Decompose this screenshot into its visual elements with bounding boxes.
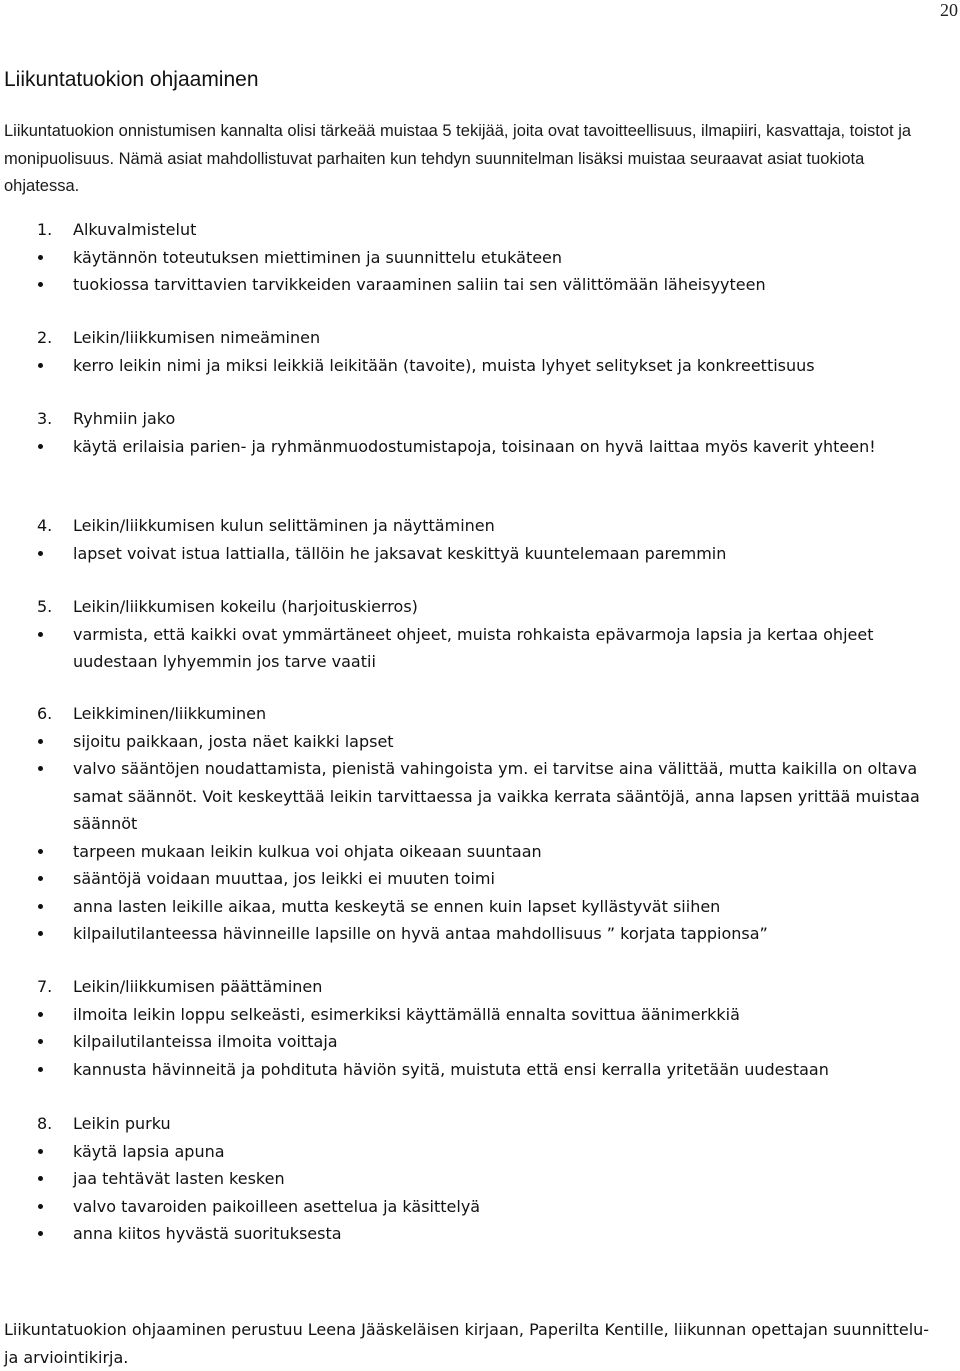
section-number: 8.	[37, 1114, 53, 1133]
bullet-list	[0, 244, 960, 299]
bullet-item: kannusta hävinneitä ja pohdituta häviön syitä, muistuta että ensi kerralla yritetään uudestaan	[0, 1056, 960, 1084]
bullet-item: tuokiossa tarvittavien tarvikkeiden varaaminen saliin tai sen välittömään läheisyyteen	[0, 271, 960, 299]
section-number: 4.	[37, 516, 53, 535]
bullet-list	[0, 540, 960, 568]
section-number: 7.	[37, 977, 53, 996]
bullet-item: anna lasten leikille aikaa, mutta keskeytä se ennen kuin lapset kyllästyvät siihen	[0, 893, 960, 921]
section-title: Leikin/liikkumisen kulun selittäminen ja näyttäminen	[73, 516, 495, 535]
section-1	[0, 216, 960, 299]
bullet-item: varmista, että kaikki ovat ymmärtäneet ohjeet, muista rohkaista epävarmoja lapsia ja kertaa ohjeet uudestaan lyhyemmin jos tarve vaatii	[0, 621, 960, 676]
bullet-item: ilmoita leikin loppu selkeästi, esimerkiksi käyttämällä ennalta sovittua äänimerkkiä	[0, 1001, 960, 1029]
section-heading	[0, 973, 960, 1001]
bullet-list	[0, 352, 960, 380]
section-number: 2.	[37, 328, 53, 347]
bullet-list	[0, 1001, 960, 1084]
bullet-item: kilpailutilanteessa hävinneille lapsille on hyvä antaa mahdollisuus ” korjata tappionsa”	[0, 920, 960, 948]
section-number: 6.	[37, 704, 53, 723]
section-heading	[0, 512, 960, 540]
section-heading	[0, 324, 960, 352]
bullet-item: anna kiitos hyvästä suorituksesta	[0, 1220, 960, 1248]
section-title: Leikin/liikkumisen päättäminen	[73, 977, 323, 996]
page-number: 20	[940, 0, 958, 20]
section-heading	[0, 405, 960, 433]
section-number: 3.	[37, 409, 53, 428]
section-heading	[0, 593, 960, 621]
bullet-item: kilpailutilanteissa ilmoita voittaja	[0, 1028, 960, 1056]
section-title: Leikin purku	[73, 1114, 171, 1133]
intro-paragraph: Liikuntatuokion onnistumisen kannalta olisi tärkeää muistaa 5 tekijää, joita ovat tavoitteellisuus, ilmapiiri, kasvattaja, toistot ja monipuolisuus. Nämä asiat mahdollistuvat parhaiten kun tehdyn suunnitelman lisäksi muistaa seuraavat asiat tuokiota ohjatessa.	[4, 122, 912, 195]
bullet-item: valvo sääntöjen noudattamista, pienistä vahingoista ym. ei tarvitse aina välittää, mutta kaikilla on oltava samat säännöt. Voit keskeyttää leikin tarvittaessa ja vaikka kerrata sääntöjä, anna lapsen yrittää muistaa säännöt	[0, 755, 960, 838]
section-heading	[0, 216, 960, 244]
bullet-item: jaa tehtävät lasten kesken	[0, 1165, 960, 1193]
section-title: Leikin/liikkumisen kokeilu (harjoituskierros)	[73, 597, 418, 616]
bullet-list	[0, 621, 960, 676]
footer-note: Liikuntatuokion ohjaaminen perustuu Leena Jääskeläisen kirjaan, Paperilta Kentille, liikunnan opettajan suunnittelu- ja arviointikirja.	[4, 1320, 930, 1367]
section-number: 1.	[37, 220, 53, 239]
section-heading	[0, 1110, 960, 1138]
section-4	[0, 512, 960, 567]
bullet-item: kerro leikin nimi ja miksi leikkiä leikitään (tavoite), muista lyhyet selitykset ja konkreettisuus	[0, 352, 960, 380]
page-title: Liikuntatuokion ohjaaminen	[4, 68, 259, 91]
section-heading	[0, 700, 960, 728]
bullet-item: käytä lapsia apuna	[0, 1138, 960, 1166]
section-title: Leikin/liikkumisen nimeäminen	[73, 328, 321, 347]
section-title: Alkuvalmistelut	[73, 220, 197, 239]
section-5	[0, 593, 960, 676]
bullet-item: tarpeen mukaan leikin kulkua voi ohjata oikeaan suuntaan	[0, 838, 960, 866]
section-title: Ryhmiin jako	[73, 409, 176, 428]
bullet-item: sääntöjä voidaan muuttaa, jos leikki ei muuten toimi	[0, 865, 960, 893]
section-8	[0, 1110, 960, 1248]
section-7	[0, 973, 960, 1083]
bullet-list	[0, 433, 960, 461]
bullet-list	[0, 728, 960, 948]
bullet-item: valvo tavaroiden paikoilleen asettelua ja käsittelyä	[0, 1193, 960, 1221]
section-2	[0, 324, 960, 379]
bullet-item: sijoitu paikkaan, josta näet kaikki lapset	[0, 728, 960, 756]
bullet-list	[0, 1138, 960, 1248]
bullet-item: lapset voivat istua lattialla, tällöin he jaksavat keskittyä kuuntelemaan paremmin	[0, 540, 960, 568]
section-title: Leikkiminen/liikkuminen	[73, 704, 267, 723]
bullet-item: käytännön toteutuksen miettiminen ja suunnittelu etukäteen	[0, 244, 960, 272]
section-6	[0, 700, 960, 948]
bullet-item: käytä erilaisia parien- ja ryhmänmuodostumistapoja, toisinaan on hyvä laittaa myös kaverit yhteen!	[0, 433, 960, 461]
section-3	[0, 405, 960, 460]
section-number: 5.	[37, 597, 53, 616]
